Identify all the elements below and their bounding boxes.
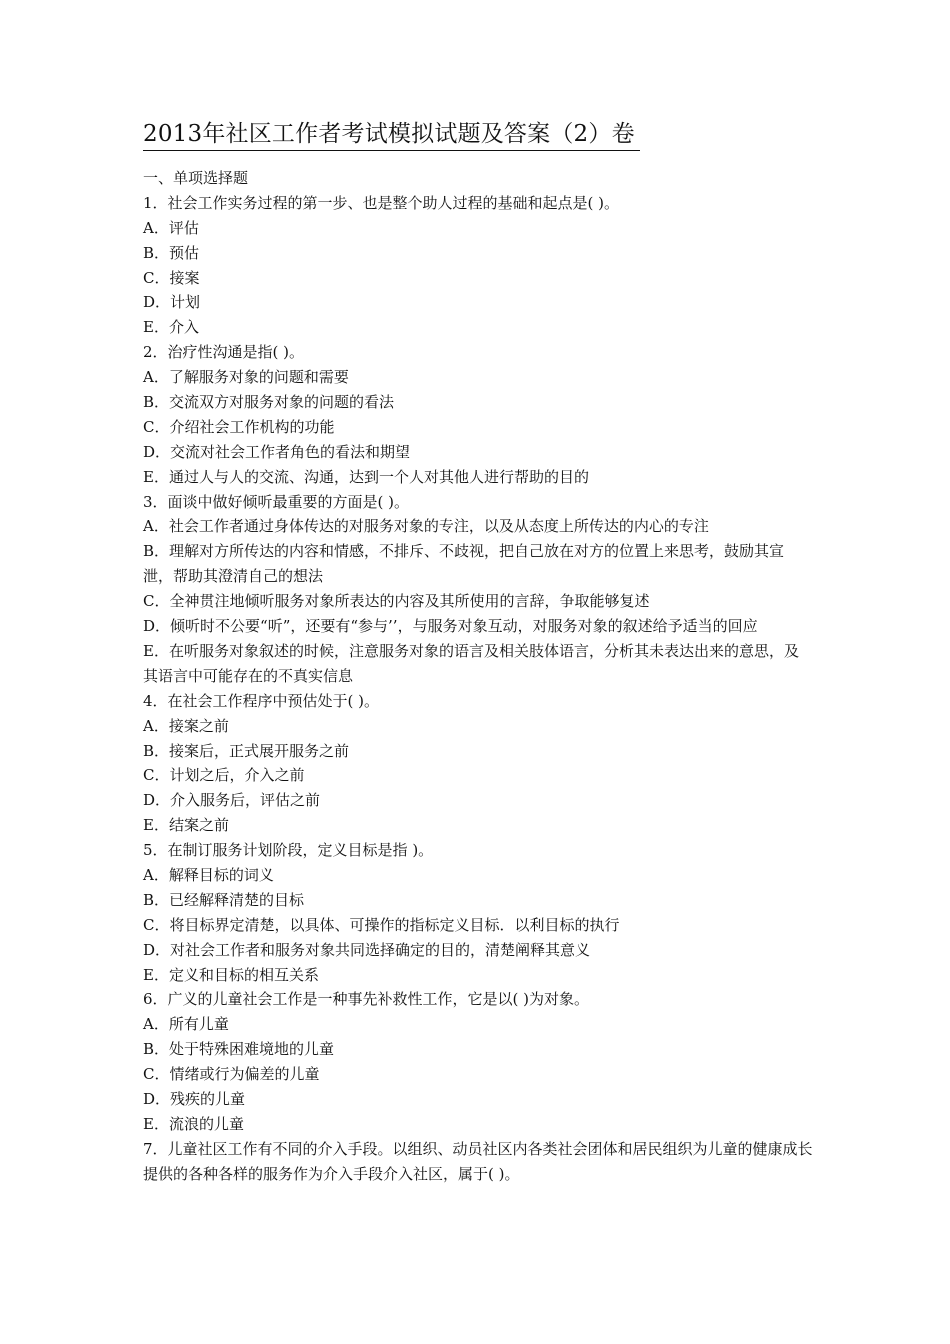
answer-option: D．倾听时不公要“听”，还要有“参与’’，与服务对象互动，对服务对象的叙述给予适当的回应 <box>143 617 758 636</box>
answer-option: C．情绪或行为偏差的儿童 <box>143 1065 320 1084</box>
answer-option: B．交流双方对服务对象的问题的看法 <box>143 393 395 412</box>
question-stem: 3．面谈中做好倾听最重要的方面是( )。 <box>143 492 410 511</box>
answer-option: D．计划 <box>143 293 201 312</box>
answer-option: E．流浪的儿童 <box>143 1114 244 1133</box>
answer-option: A．社会工作者通过身体传达的对服务对象的专注，以及从态度上所传达的内心的专注 <box>143 517 709 536</box>
answer-option: A．评估 <box>143 218 199 237</box>
answer-option: D．对社会工作者和服务对象共同选择确定的目的，清楚阐释其意义 <box>143 940 591 959</box>
answer-option: A．解释目标的词义 <box>143 866 274 885</box>
answer-option: E．通过人与人的交流、沟通，达到一个人对其他人进行帮助的目的 <box>143 467 589 486</box>
answer-option: E．定义和目标的相互关系 <box>143 965 319 984</box>
answer-option: E．在听服务对象叙述的时候，注意服务对象的语言及相关肢体语言，分析其未表达出来的意思，及其语言中可能存在的不真实信息 <box>143 641 799 685</box>
answer-option: A．接案之前 <box>143 716 229 735</box>
question-stem: 5．在制订服务计划阶段，定义目标是指 )。 <box>143 841 434 860</box>
question-stem: 7．儿童社区工作有不同的介入手段。以组织、动员社区内各类社会团体和居民组织为儿童的健康成长提供的各种各样的服务作为介入手段介入社区，属于( )。 <box>143 1139 813 1183</box>
answer-option: B．接案后，正式展开服务之前 <box>143 741 350 760</box>
question-stem: 2．治疗性沟通是指( )。 <box>143 343 305 362</box>
answer-option: C．介绍社会工作机构的功能 <box>143 417 335 436</box>
answer-option: D．交流对社会工作者角色的看法和期望 <box>143 442 411 461</box>
answer-option: A．了解服务对象的问题和需要 <box>143 368 349 387</box>
answer-option: A．所有儿童 <box>143 1015 229 1034</box>
answer-option: D．残疾的儿童 <box>143 1090 246 1109</box>
answer-option: E．结案之前 <box>143 816 229 835</box>
answer-option: C．计划之后，介入之前 <box>143 766 305 785</box>
answer-option: D．介入服务后，评估之前 <box>143 791 321 810</box>
answer-option: B．已经解释清楚的目标 <box>143 890 305 909</box>
answer-option: C．全神贯注地倾听服务对象所表达的内容及其所使用的言辞，争取能够复述 <box>143 592 650 611</box>
answer-option: B．理解对方所传达的内容和情感，不排斥、不歧视，把自己放在对方的位置上来思考，鼓励其宣泄，帮助其澄清自己的想法 <box>143 542 785 586</box>
document-body <box>143 166 813 1187</box>
question-stem: 4．在社会工作程序中预估处于( )。 <box>143 691 380 710</box>
section-heading: 一、单项选择题 <box>143 169 249 187</box>
answer-option: B．处于特殊困难境地的儿童 <box>143 1040 335 1059</box>
answer-option: B．预估 <box>143 243 200 262</box>
question-stem: 6．广义的儿童社会工作是一种事先补救性工作，它是以( )为对象。 <box>143 990 590 1009</box>
answer-option: C．将目标界定清楚，以具体、可操作的指标定义目标．以利目标的执行 <box>143 915 620 934</box>
title-underline <box>143 150 640 151</box>
question-stem: 1．社会工作实务过程的第一步、也是整个助人过程的基础和起点是( )。 <box>143 193 620 212</box>
answer-option: C．接案 <box>143 268 200 287</box>
answer-option: E．介入 <box>143 318 199 337</box>
page-title: 2013年社区工作者考试模拟试题及答案（2）卷 <box>143 121 635 147</box>
